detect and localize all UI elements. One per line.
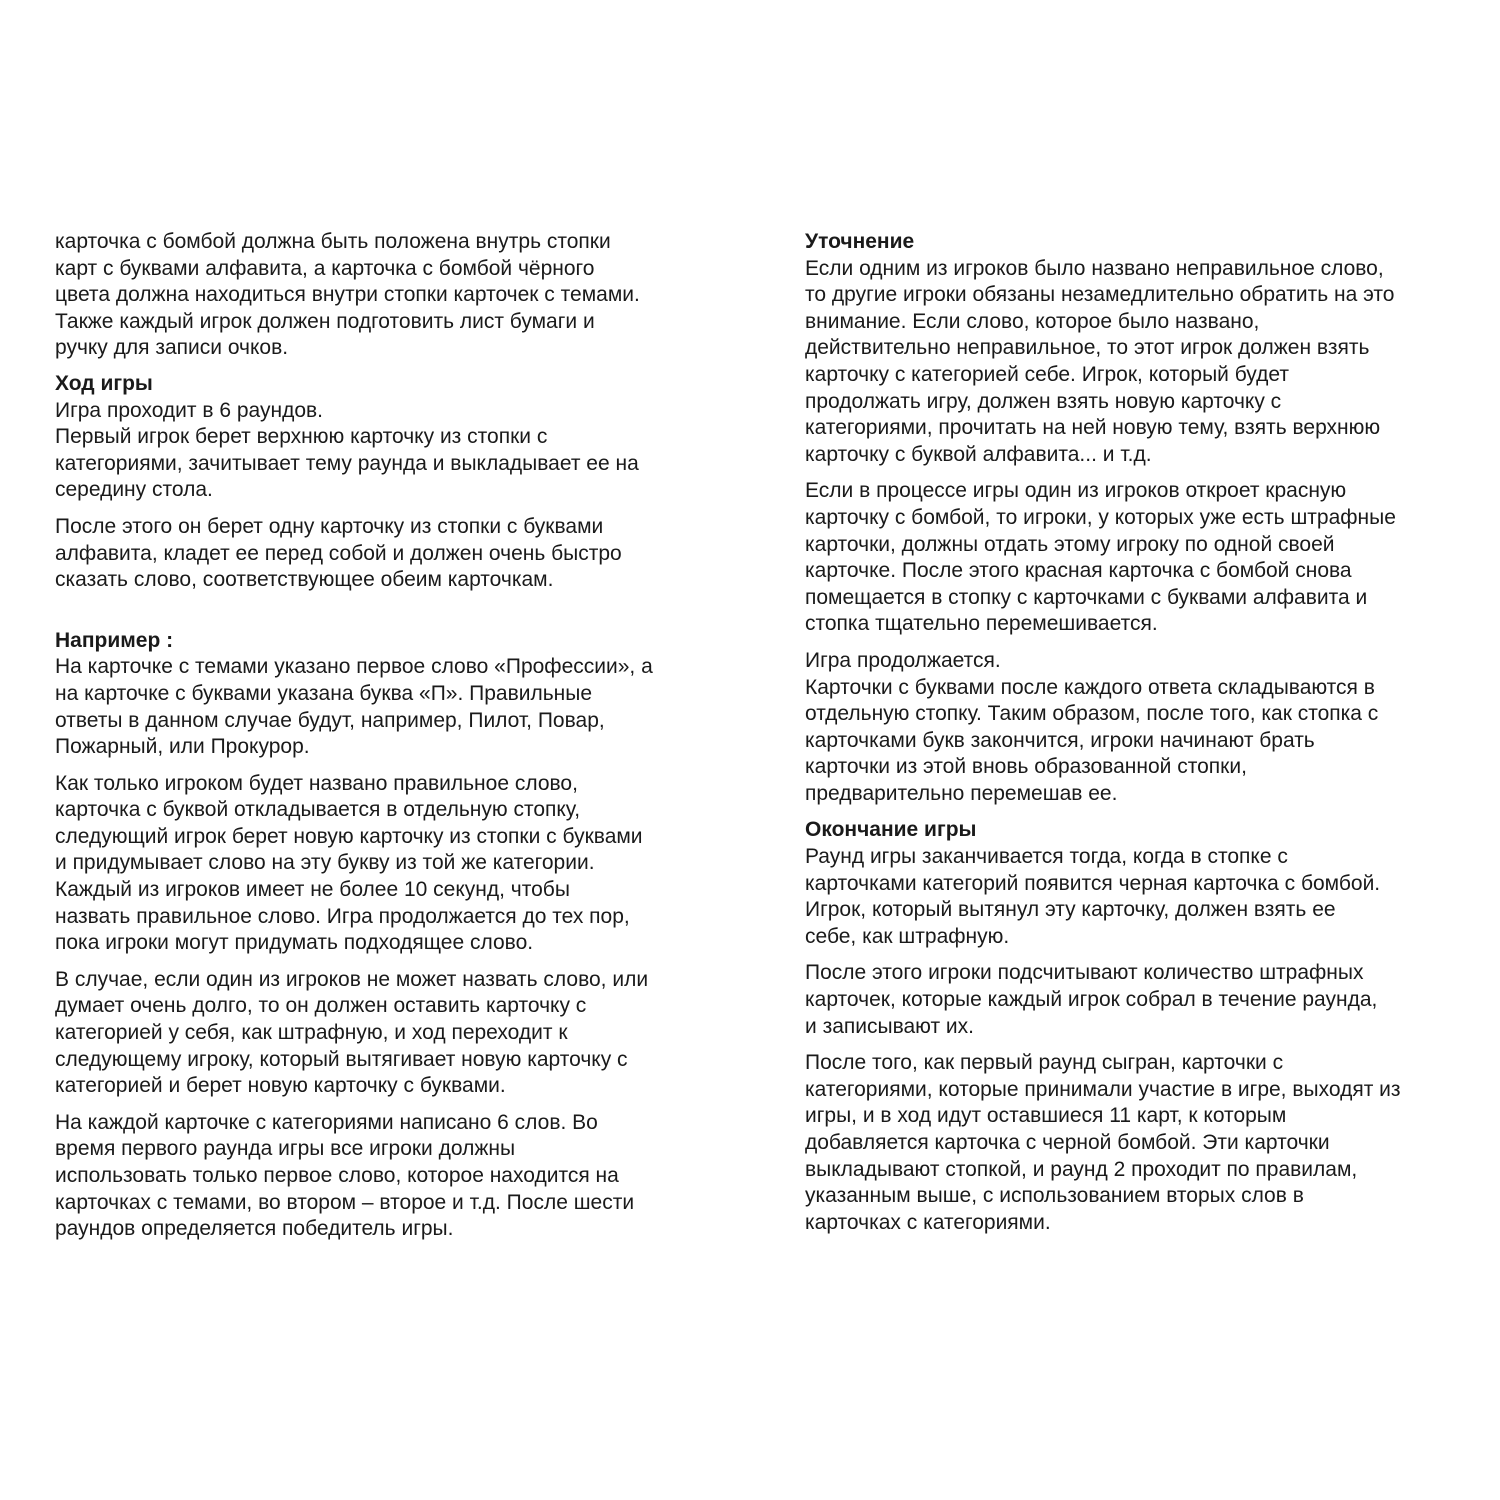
- text-line: отдельную стопку. Таким образом, после того, как стопка с: [805, 702, 1379, 726]
- text-line: карточку с буквой алфавита... и т.д.: [805, 442, 1152, 466]
- example-heading: Например :: [55, 628, 174, 652]
- text-line: категориями, которые принимали участие в игре, выходят из: [805, 1077, 1401, 1101]
- text-line: предварительно перемешав ее.: [805, 781, 1118, 805]
- text-line: думает очень долго, то он должен оставить карточку с: [55, 994, 587, 1018]
- left-column: [55, 229, 745, 1243]
- text-line: Если в процессе игры один из игроков откроет красную: [805, 479, 1347, 503]
- end-heading: Окончание игры: [805, 818, 977, 842]
- text-line: время первого раунда игры все игроки должны: [55, 1137, 516, 1161]
- text-line: карт с буквами алфавита, а карточка с бомбой чёрного: [55, 256, 595, 280]
- text-line: указанным выше, с использованием вторых слов в: [805, 1184, 1304, 1208]
- text-line: На карточке с темами указано первое слово «Профессии», а: [55, 655, 653, 679]
- text-line: пока игроки могут придумать подходящее слово.: [55, 931, 534, 955]
- text-line: категориями, зачитывает тему раунда и выкладывает ее на: [55, 451, 639, 475]
- intro-paragraph: [55, 229, 745, 362]
- text-line: категорией у себя, как штрафную, и ход переходит к: [55, 1021, 568, 1045]
- text-line: После этого он берет одну карточку из стопки с буквами: [55, 514, 604, 538]
- text-line: категориями, прочитать на ней новую тему, взять верхнюю: [805, 416, 1381, 440]
- game-progress-paragraph: [55, 398, 745, 504]
- text-line: Пожарный, или Прокурор.: [55, 735, 310, 759]
- text-line: внимание. Если слово, которое было названо,: [805, 309, 1260, 333]
- after-paragraph: [55, 514, 745, 594]
- text-line: раундов определяется победитель игры.: [55, 1217, 454, 1241]
- text-line: продолжать игру, должен взять новую карточку с: [805, 389, 1282, 413]
- text-line: Также каждый игрок должен подготовить лист бумаги и: [55, 309, 595, 333]
- text-line: себе, как штрафную.: [805, 924, 1010, 948]
- text-line: использовать только первое слово, которое находится на: [55, 1164, 619, 1187]
- text-line: карточка с буквой откладывается в отдельную стопку,: [55, 798, 581, 822]
- text-line: После этого игроки подсчитывают количество штрафных: [805, 961, 1364, 985]
- text-line: Игра проходит в 6 раундов.: [55, 398, 324, 422]
- text-line: стопка тщательно перемешивается.: [805, 612, 1158, 636]
- text-line: действительно неправильное, то этот игрок должен взять: [805, 336, 1370, 360]
- text-line: карточки из этой вновь образованной стопки,: [805, 755, 1247, 779]
- red-bomb-paragraph: [805, 478, 1465, 638]
- text-line: ответы в данном случае будут, например, Пилот, Повар,: [55, 708, 605, 732]
- text-line: и записывают их.: [805, 1014, 974, 1038]
- text-line: выкладывают стопкой, и раунд 2 проходит по правилам,: [805, 1157, 1358, 1181]
- text-line: добавляется карточка с черной бомбой. Эти карточки: [805, 1131, 1330, 1154]
- text-line: карточками категорий появится черная карточка с бомбой.: [805, 871, 1381, 895]
- clarification-paragraph: [805, 256, 1465, 469]
- text-line: назвать правильное слово. Игра продолжается до тех пор,: [55, 904, 630, 928]
- text-line: Раунд игры заканчивается тогда, когда в стопке с: [805, 845, 1288, 869]
- text-line: карточек, которые каждый игрок собрал в течение раунда,: [805, 988, 1378, 1012]
- text-line: цвета должна находиться внутри стопки карточек с темами.: [55, 283, 640, 307]
- example-paragraph: [55, 654, 745, 760]
- clarification-heading: Уточнение: [805, 230, 915, 253]
- text-line: Игра продолжается.: [805, 648, 1001, 672]
- correct-word-paragraph: [55, 771, 745, 957]
- text-line: В случае, если один из игроков не может назвать слово, или: [55, 967, 649, 991]
- text-line: Первый игрок берет верхнюю карточку из стопки с: [55, 425, 548, 449]
- text-line: сказать слово, соответствующее обеим карточкам.: [55, 568, 554, 592]
- text-line: Игрок, который вытянул эту карточку, должен взять ее: [805, 898, 1336, 922]
- text-line: категорией и берет новую карточку с буквами.: [55, 1074, 506, 1098]
- text-line: помещается в стопку с карточками с буквами алфавита и: [805, 585, 1368, 609]
- text-line: алфавита, кладет ее перед собой и должен очень быстро: [55, 541, 622, 565]
- text-line: на карточке с буквами указана буква «П». Правильные: [55, 681, 593, 705]
- text-line: После того, как первый раунд сыгран, карточки с: [805, 1051, 1284, 1075]
- text-line: карточках с категориями.: [805, 1210, 1051, 1234]
- text-line: Как только игроком будет названо правильное слово,: [55, 771, 578, 795]
- text-line: карточка с бомбой должна быть положена внутрь стопки: [55, 230, 611, 253]
- text-line: и придумывает слово на эту букву из той же категории.: [55, 851, 595, 875]
- count-paragraph: [805, 960, 1465, 1040]
- end-paragraph: [805, 844, 1465, 950]
- text-line: карточке. После этого красная карточка с бомбой снова: [805, 559, 1352, 583]
- right-column: [805, 229, 1465, 1236]
- continue-paragraph: [805, 648, 1465, 808]
- text-line: ручку для записи очков.: [55, 336, 289, 360]
- text-line: карточках с темами, во втором – второе и т.д. После шести: [55, 1190, 635, 1214]
- text-line: следующему игроку, который вытягивает новую карточку с: [55, 1047, 628, 1071]
- text-line: середину стола.: [55, 478, 213, 502]
- text-line: карточки, должны отдать этому игроку по одной своей: [805, 532, 1335, 556]
- text-line: игры, и в ход идут оставшиеся 11 карт, к которым: [805, 1104, 1287, 1128]
- text-line: то другие игроки обязаны незамедлительно обратить на это: [805, 283, 1395, 307]
- text-line: Если одним из игроков было названо неправильное слово,: [805, 256, 1384, 280]
- text-line: следующий игрок берет новую карточку из стопки с буквами: [55, 824, 643, 848]
- text-line: карточками букв закончится, игроки начинают брать: [805, 728, 1315, 752]
- six-words-paragraph: [55, 1110, 745, 1243]
- game-progress-heading: Ход игры: [55, 371, 153, 395]
- next-round-paragraph: [805, 1050, 1465, 1236]
- text-line: Каждый из игроков имеет не более 10 секунд, чтобы: [55, 878, 570, 902]
- penalty-paragraph: [55, 967, 745, 1100]
- text-line: На каждой карточке с категориями написано 6 слов. Во: [55, 1110, 598, 1134]
- text-line: Карточки с буквами после каждого ответа складываются в: [805, 675, 1375, 699]
- text-line: карточку с бомбой, то игроки, у которых уже есть штрафные: [805, 505, 1396, 529]
- text-line: карточку с категорией себе. Игрок, который будет: [805, 362, 1289, 386]
